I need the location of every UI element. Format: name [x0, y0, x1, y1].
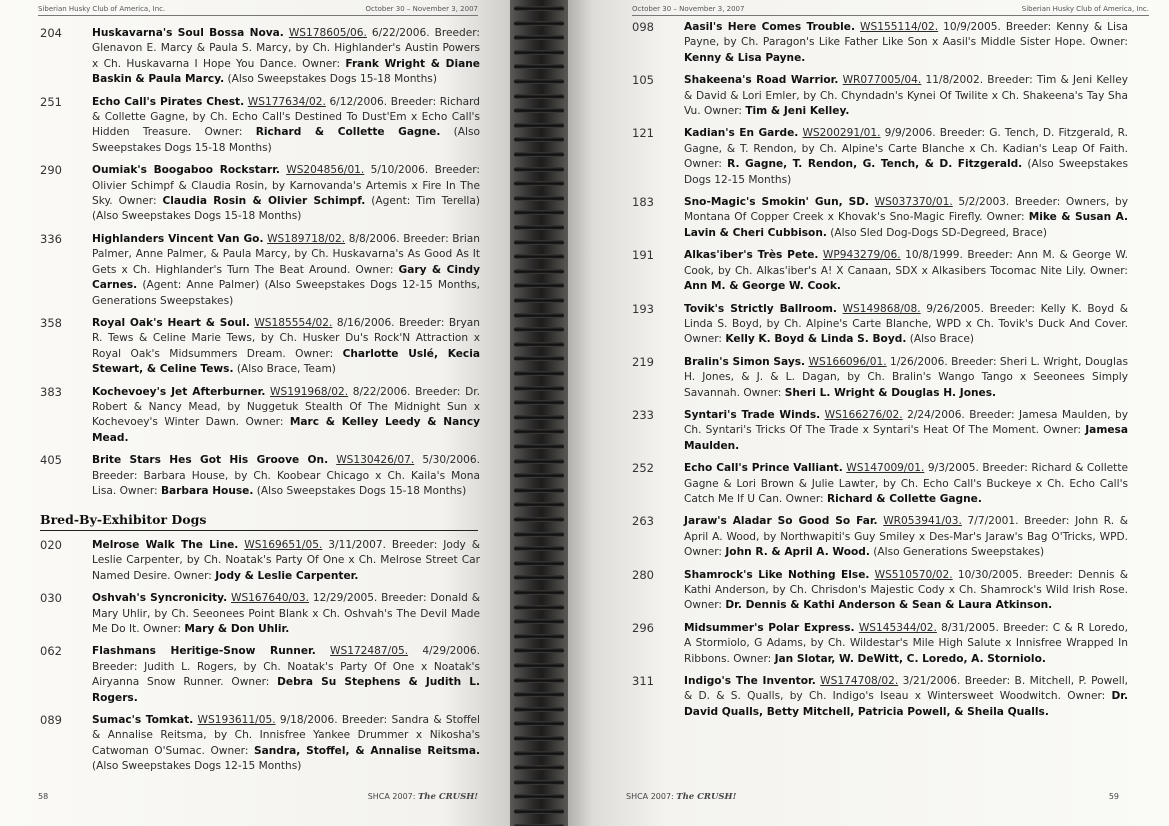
catalog-entry — [632, 20, 1128, 66]
entry-details: 3/21/2006. Breeder: B. Mitchell, P. Powell, & D. & S. Qualls, by Ch. Indigo's Iseau x Wintersweet Woodwitch. Owner: — [684, 675, 1129, 703]
dog-name: Shakeena's Road Warrior. — [684, 74, 839, 87]
left-footer-title — [368, 792, 478, 802]
right-page-number: 59 — [1108, 792, 1119, 801]
entry-number: 121 — [632, 126, 654, 141]
entry-note: (Also Sweepstakes Dogs 12-15 Months) — [92, 760, 302, 773]
left-footer — [38, 792, 478, 802]
left-header-dates: October 30 – November 3, 2007 — [365, 5, 478, 13]
spiral-coil — [514, 152, 564, 157]
spiral-coil — [514, 79, 564, 84]
spiral-coil — [514, 64, 564, 69]
entry-number: 193 — [632, 301, 654, 316]
owner-name: Sheri L. Wright & Douglas H. Jones. — [784, 386, 997, 399]
entry-body — [684, 195, 1128, 241]
owner-name: Jody & Leslie Carpenter. — [215, 569, 359, 582]
entry-number: 062 — [40, 644, 62, 659]
spiral-coil — [514, 21, 564, 26]
owner-name: R. Gagne, T. Rendon, G. Tench, & D. Fitzgerald. — [727, 158, 1023, 171]
registration-number: WS037370/01. — [874, 196, 953, 209]
spiral-coil — [514, 678, 564, 683]
registration-number: WS189718/02. — [267, 232, 346, 245]
catalog-entry — [40, 95, 480, 157]
owner-name: Richard & Collette Gagne. — [827, 492, 982, 505]
entry-details: 3/11/2007. Breeder: Jody & Leslie Carpenter, by Ch. Noatak's Party Of One x Ch. Melrose Street Car Named Desire. Owner: — [92, 539, 481, 582]
entry-body — [684, 248, 1128, 294]
spiral-coil — [514, 269, 564, 274]
entry-body — [684, 461, 1128, 507]
catalog-entry — [632, 302, 1128, 348]
owner-name: Frank Wright & Diane Baskin & Paula Marcy. — [92, 57, 480, 86]
dog-name: Syntari's Trade Winds. — [684, 408, 821, 421]
catalog-entry — [632, 355, 1128, 401]
registration-number: WS200291/01. — [802, 127, 881, 140]
owner-name: Dr. Dennis & Kathi Anderson & Sean & Laura Atkinson. — [725, 599, 1053, 612]
owner-name: Mike & Susan A. Lavin & Cheri Cubbison. — [684, 211, 1128, 239]
entry-number: 204 — [40, 26, 62, 40]
owner-name: Tim & Jeni Kelley. — [745, 105, 850, 118]
dog-name: Echo Call's Pirates Chest. — [92, 95, 245, 108]
registration-number: WS166276/02. — [824, 408, 903, 421]
entry-note: (Also Sweepstakes Dogs 15-18 Months) — [256, 484, 467, 497]
entry-details: 6/22/2006. Breeder: Glenavon E. Marcy & Paula S. Marcy, by Ch. Highlander's Austin Powers x Ch. Huskavarna I Hope You Dance. Owner: — [92, 27, 481, 70]
spiral-coil — [514, 765, 564, 770]
catalog-entry — [632, 568, 1128, 614]
entry-body — [684, 355, 1128, 401]
spiral-coil — [514, 575, 564, 580]
spiral-coil — [514, 634, 564, 639]
spiral-coil — [514, 35, 564, 40]
entry-number: 183 — [632, 195, 654, 210]
catalog-entry — [40, 163, 480, 225]
dog-name: Midsummer's Polar Express. — [684, 621, 855, 634]
entry-details: 8/31/2005. Breeder: C & R Loredo, A Stormiolo, G Adams, by Ch. Wildestar's Mile High Salute x Innisfree Wrapped In Ribbons. Owner: — [684, 621, 1128, 665]
registration-number: WR053941/03. — [883, 515, 962, 528]
catalog-entry — [632, 461, 1128, 507]
entry-number: 290 — [40, 163, 62, 178]
entry-details: 5/30/2006. Breeder: Barbara House, by Ch. Koobear Chicago x Ch. Kaila's Mona Lisa. Owner: — [92, 454, 480, 497]
left-entries-group-a — [40, 26, 480, 506]
entry-note: (Also Sweepstakes Dogs 12-15 Months) — [684, 158, 1128, 186]
registration-number: WS193611/05. — [197, 714, 276, 727]
entry-details: 9/3/2005. Breeder: Richard & Collette Gagne & Lori Brown & Julie Lawter, by Ch. Echo Call's Buckeye x Ch. Echo Call's Catch Me If U Can. Owner: — [684, 462, 1129, 505]
spiral-coil — [514, 167, 564, 172]
right-header-club: Siberian Husky Club of America, Inc. — [1021, 5, 1149, 13]
owner-name: Jamesa Maulden. — [684, 424, 1129, 452]
entry-details: 2/24/2006. Breeder: Jamesa Maulden, by Ch. Syntari's Tricks Of The Trade x Syntari's Heat Of The Moment. Owner: — [684, 408, 1128, 437]
left-page — [0, 0, 520, 826]
entry-details: 9/26/2005. Breeder: Kelly K. Boyd & Linda S. Boyd, by Ch. Alpine's Carte Blanche, WPD x Ch. Tovik's Duck And Cover. Owner: — [684, 302, 1129, 346]
spiral-coil — [514, 196, 564, 201]
spiral-coil — [514, 283, 564, 288]
entry-body — [684, 514, 1128, 560]
entry-details: 4/29/2006. Breeder: Judith L. Rogers, by Ch. Noatak's Party Of One x Noatak's Airyanna Snow Runner. Owner: — [92, 645, 480, 689]
catalog-entry — [40, 538, 480, 584]
owner-name: Ann M. & George W. Cook. — [684, 280, 841, 293]
owner-name: Kelly K. Boyd & Linda S. Boyd. — [725, 333, 907, 346]
spiral-coil — [514, 298, 564, 303]
catalog-entry — [632, 73, 1128, 119]
entry-note: (Also Sweepstakes Dogs 15-18 Months) — [92, 126, 480, 154]
entry-body — [92, 26, 480, 88]
spiral-coil — [514, 751, 564, 756]
entry-number: 233 — [632, 407, 654, 422]
entry-body — [92, 163, 480, 225]
catalog-entry — [632, 408, 1128, 454]
spiral-coil — [514, 809, 564, 814]
spiral-coil — [514, 386, 564, 391]
registration-number: WS166096/01. — [808, 355, 887, 368]
spiral-coil — [514, 459, 564, 464]
entry-number: 030 — [40, 591, 62, 606]
owner-name: John R. & April A. Wood. — [725, 546, 870, 559]
right-footer-text: SHCA 2007: — [626, 792, 674, 801]
catalog-entry — [40, 385, 480, 447]
owner-name: Sandra, Stoffel, & Annalise Reitsma. — [253, 744, 480, 757]
spiral-coil — [514, 429, 564, 434]
spiral-coil — [514, 313, 564, 318]
entry-number: 358 — [40, 315, 62, 330]
catalog-entry — [40, 316, 480, 378]
entry-details: 11/8/2002. Breeder: Tim & Jeni Kelley & David & Lori Emler, by Ch. Chyndadn's Kynei Of Twilite x Ch. Shakeena's Tay Sha Vu. Owner: — [684, 74, 1128, 118]
left-page-number: 58 — [38, 792, 49, 801]
entry-note: (Agent: Tim Terella) (Also Sweepstakes Dogs 15-18 Months) — [92, 195, 480, 223]
entry-details: 10/8/1999. Breeder: Ann M. & George W. Cook, by Ch. Alkas'iber's A! X Canaan, SDX x Alkasibers Tocomac Nite Lily. Owner: — [684, 249, 1128, 277]
owner-name: Barbara House. — [160, 484, 254, 497]
spiral-coil — [514, 736, 564, 741]
registration-number: WS155114/02. — [860, 21, 939, 33]
registration-number: WS178605/06. — [288, 27, 367, 39]
spiral-coil — [514, 342, 564, 347]
entry-note: (Also Brace) — [909, 333, 975, 346]
spiral-coil — [514, 6, 564, 11]
dog-name: Highlanders Vincent Van Go. — [92, 232, 264, 245]
spiral-coil — [514, 648, 564, 653]
dog-name: Bralin's Simon Says. — [684, 355, 806, 368]
spiral-coil — [514, 181, 564, 186]
entry-body — [684, 20, 1128, 66]
spiral-coil — [514, 50, 564, 55]
registration-number: WS191968/02. — [270, 385, 349, 398]
entry-details: 6/12/2006. Breeder: Richard & Collette Gagne, by Ch. Echo Call's Destined To Dust'Em x Echo Call's Hidden Treasure. Owner: — [92, 95, 480, 139]
entry-number: 219 — [632, 354, 654, 369]
entry-body — [92, 385, 480, 447]
dog-name: Echo Call's Prince Valliant. — [684, 462, 843, 475]
section-heading-bred-by-exhibitor: Bred-By-Exhibitor Dogs — [40, 512, 478, 531]
entry-body — [684, 621, 1128, 667]
catalog-entry — [40, 453, 480, 499]
spiral-coil — [514, 532, 564, 537]
entry-body — [684, 302, 1128, 348]
entry-body — [92, 713, 480, 775]
registration-number: WS177634/02. — [247, 95, 326, 108]
entry-details: 5/2/2003. Breeder: Owners, by Montana Of Copper Creek x Khovak's Sno-Magic Firefly. Owner: — [684, 196, 1128, 224]
registration-number: WS510570/02. — [874, 568, 953, 581]
registration-number: WS130426/07. — [336, 454, 415, 467]
dog-name: Kadian's En Garde. — [684, 127, 799, 140]
entry-body — [92, 644, 480, 706]
spiral-coil — [514, 210, 564, 215]
owner-name: Kenny & Lisa Payne. — [684, 51, 806, 64]
spiral-coil — [514, 794, 564, 799]
entry-body — [92, 232, 480, 309]
entry-details: 12/29/2005. Breeder: Donald & Mary Uhlir, by Ch. Seeonees Point Blank x Ch. Oshvah's The Devil Made Me Do It. Owner: — [92, 592, 480, 636]
right-header-dates: October 30 – November 3, 2007 — [632, 5, 745, 13]
entry-number: 383 — [40, 384, 62, 399]
entry-body — [92, 95, 480, 157]
entry-details: 5/10/2006. Breeder: Olivier Schimpf & Claudia Rosin, by Karnovanda's Artemis x Fire In The Sky. Owner: — [92, 164, 480, 208]
owner-name: Debra Su Stephens & Judith L. Rogers. — [92, 676, 480, 704]
entry-details: 10/30/2005. Breeder: Dennis & Kathi Anderson, by Ch. Chrisdon's Majestic Cody x Ch. Shamrock's Wild Irish Rose. Owner: — [684, 568, 1128, 612]
spiral-binding — [510, 0, 568, 826]
catalog-entry — [632, 248, 1128, 294]
entry-number: 105 — [632, 73, 654, 88]
entry-number: 336 — [40, 231, 62, 246]
dog-name: Brite Stars Hes Got His Groove On. — [92, 454, 329, 467]
spiral-coil — [514, 473, 564, 478]
entry-body — [684, 568, 1128, 614]
dog-name: Melrose Walk The Line. — [92, 539, 239, 551]
entry-details: 9/9/2006. Breeder: G. Tench, D. Fitzgerald, R. Gagne, & T. Rendon, by Ch. Alpine's Carte Blanche x Ch. Kadian's Leap Of Faith. Owner: — [684, 127, 1129, 171]
entry-number: 296 — [632, 620, 654, 635]
right-footer-brand: The CRUSH! — [676, 792, 737, 802]
entry-details: 7/7/2001. Breeder: John R. & April A. Wood, by Northwapiti's Guy Smiley x Des-Mar's Jaraw's Bag O'Tricks, WPD. Owner: — [684, 515, 1128, 559]
registration-number: WS167640/03. — [230, 592, 310, 605]
spiral-coil — [514, 590, 564, 595]
left-entries-group-b — [40, 538, 480, 782]
owner-name: Dr. David Qualls, Betty Mitchell, Patricia Powell, & Sheila Qualls. — [684, 690, 1128, 718]
spiral-coil — [514, 240, 564, 245]
spiral-coil — [514, 415, 564, 420]
spiral-coil — [514, 721, 564, 726]
right-footer — [626, 792, 1119, 802]
catalog-entry — [40, 713, 480, 775]
entry-number: 405 — [40, 453, 62, 468]
registration-number: WS172487/05. — [330, 645, 409, 658]
entry-note: (Also Brace, Team) — [236, 363, 336, 376]
catalog-entry — [632, 195, 1128, 241]
entry-number: 252 — [632, 461, 654, 476]
catalog-entry — [632, 126, 1128, 188]
spiral-coil — [514, 327, 564, 332]
spiral-coil — [514, 371, 564, 376]
left-footer-brand: The CRUSH! — [417, 792, 478, 802]
right-running-head — [632, 4, 1149, 16]
right-page — [556, 0, 1169, 826]
dog-name: Jaraw's Aladar So Good So Far. — [684, 515, 878, 528]
spiral-coil — [514, 225, 564, 230]
spiral-coil — [514, 400, 564, 405]
registration-number: WS169651/05. — [244, 539, 323, 551]
dog-name: Oumiak's Boogaboo Rockstarr. — [92, 164, 280, 177]
dog-name: Shamrock's Like Nothing Else. — [684, 568, 870, 581]
catalog-entry — [632, 621, 1128, 667]
registration-number: WR077005/04. — [842, 74, 922, 87]
right-footer-title — [626, 792, 736, 802]
entry-note: (Also Sweepstakes Dogs 15-18 Months) — [227, 73, 437, 86]
spiral-coil — [514, 502, 564, 507]
left-header-club: Siberian Husky Club of America, Inc. — [38, 5, 166, 13]
spiral-coil — [514, 137, 564, 142]
entry-number: 280 — [632, 567, 654, 582]
spiral-coil — [514, 780, 564, 785]
entry-number: 098 — [632, 20, 654, 34]
entry-body — [684, 674, 1128, 720]
owner-name: Jan Slotar, W. DeWitt, C. Loredo, A. Storniolo. — [774, 652, 1046, 665]
dog-name: Indigo's The Inventor. — [684, 675, 816, 688]
dog-name: Oshvah's Syncronicity. — [92, 592, 228, 605]
entry-number: 020 — [40, 538, 62, 552]
entry-number: 263 — [632, 514, 654, 529]
entry-note: (Agent: Anne Palmer) (Also Sweepstakes Dogs 12-15 Months, Generations Sweepstakes) — [92, 279, 481, 307]
dog-name: Tovik's Strictly Ballroom. — [684, 302, 837, 315]
registration-number: WP943279/06. — [822, 249, 901, 262]
entry-details: 8/16/2006. Breeder: Bryan R. Tews & Celine Marie Tews, by Ch. Husker Du's Rock'N Attraction x Royal Oak's Midsummers Dream. Owner: — [92, 316, 480, 360]
entry-body — [684, 126, 1128, 188]
owner-name: Gary & Cindy Carnes. — [92, 263, 481, 292]
entry-details: 10/9/2005. Breeder: Kenny & Lisa Payne, by Ch. Paragon's Like Father Like Son x Aasil's Middle Sister Hope. Owner: — [684, 21, 1128, 49]
entry-details: 1/26/2006. Breeder: Sheri L. Wright, Douglas H. Jones, & J. & L. Dagan, by Ch. Bralin's Wango Tango x Seeonees Simply Savannah. Owner: — [684, 355, 1128, 399]
entry-note: (Also Sled Dog-Dogs SD-Degreed, Brace) — [830, 226, 1047, 239]
entry-number: 089 — [40, 713, 62, 728]
owner-name: Charlotte Uslé, Kecia Stewart, & Celine Tews. — [92, 347, 480, 376]
catalog-entry — [40, 591, 480, 637]
spiral-coil — [514, 108, 564, 113]
dog-name: Alkas'iber's Très Pete. — [684, 249, 819, 262]
entry-body — [684, 73, 1128, 119]
spiral-coil — [514, 707, 564, 712]
dog-name: Aasil's Here Comes Trouble. — [684, 21, 856, 33]
registration-number: WS149868/08. — [842, 302, 921, 315]
spiral-coil — [514, 561, 564, 566]
dog-name: Kochevoey's Jet Afterburner. — [92, 385, 266, 398]
dog-name: Flashmans Heritige-Snow Runner. — [92, 645, 316, 658]
owner-name: Claudia Rosin & Olivier Schimpf. — [162, 195, 366, 208]
entry-note: (Also Generations Sweepstakes) — [873, 546, 1045, 559]
catalog-entry — [40, 26, 480, 88]
owner-name: Richard & Collette Gagne. — [255, 126, 441, 139]
entry-body — [92, 316, 480, 378]
spiral-coil — [514, 605, 564, 610]
entry-details: 8/22/2006. Breeder: Dr. Robert & Nancy Mead, by Nuggetuk Stealth Of The Midnight Sun x Kochevoey's Winter Dawn. Owner: — [92, 385, 481, 429]
registration-number: WS185554/02. — [254, 316, 333, 329]
entry-body — [684, 408, 1128, 454]
spiral-coil — [514, 619, 564, 624]
entry-body — [92, 453, 480, 499]
owner-name: Marc & Kelley Leedy & Nancy Mead. — [92, 416, 481, 444]
left-footer-text: SHCA 2007: — [367, 792, 416, 801]
dog-name: Royal Oak's Heart & Soul. — [92, 316, 250, 329]
registration-number: WS174708/02. — [820, 675, 899, 688]
spiral-coil — [514, 488, 564, 493]
registration-number: WS145344/02. — [858, 621, 937, 634]
right-entries — [632, 20, 1128, 727]
registration-number: WS147009/01. — [846, 462, 925, 475]
spiral-coil — [514, 444, 564, 449]
registration-number: WS204856/01. — [286, 164, 365, 177]
owner-name: Mary & Don Uhlir. — [184, 623, 290, 636]
catalog-entry — [40, 232, 480, 309]
catalog-entry — [40, 644, 480, 706]
spiral-coil — [514, 546, 564, 551]
spiral-coil — [514, 94, 564, 99]
spiral-coil — [514, 663, 564, 668]
spiral-coil — [514, 123, 564, 128]
entry-body — [92, 591, 480, 637]
left-running-head — [38, 4, 478, 16]
entry-body — [92, 538, 480, 584]
spiral-coil — [514, 692, 564, 697]
spiral-coil — [514, 517, 564, 522]
entry-number: 311 — [632, 674, 654, 689]
entry-details: 8/8/2006. Breeder: Brian Palmer, Anne Palmer, & Paula Marcy, by Ch. Huskavarna's As Good As It Gets x Ch. Highlander's Turn The Beat Around. Owner: — [92, 232, 480, 276]
dog-name: Sno-Magic's Smokin' Gun, SD. — [684, 196, 870, 209]
dog-name: Sumac's Tomkat. — [92, 714, 194, 727]
spiral-coil — [514, 254, 564, 259]
entry-details: 9/18/2006. Breeder: Sandra & Stoffel & Annalise Reitsma, by Ch. Innisfree Yankee Drummer x Nikosha's Catwoman O'Sumac. Owner: — [92, 714, 480, 757]
dog-name: Huskavarna's Soul Bossa Nova. — [92, 27, 284, 39]
catalog-entry — [632, 514, 1128, 560]
catalog-entry — [632, 674, 1128, 720]
spiral-coil — [514, 356, 564, 361]
entry-number: 191 — [632, 248, 654, 263]
entry-number: 251 — [40, 94, 62, 109]
